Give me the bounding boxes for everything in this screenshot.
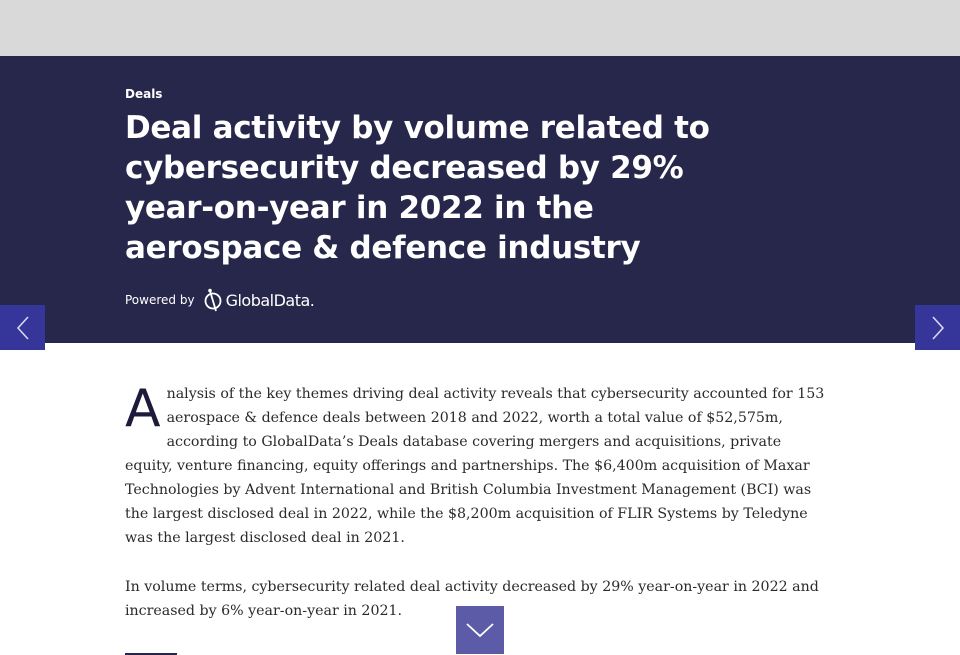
browser-top-bar: [0, 0, 960, 56]
powered-by-label: Powered by: [125, 293, 195, 307]
page-title: Deal activity by volume related to cybersecurity decreased by 29% year-on-year in 2022 in the aerospace & defence industry: [125, 110, 710, 266]
chevron-down-icon: [466, 622, 494, 638]
article-hero: [0, 56, 960, 343]
previous-article-button[interactable]: [0, 305, 45, 350]
globaldata-wordmark: GlobalData.: [225, 290, 315, 310]
globaldata-logo-icon: [203, 288, 223, 312]
chevron-right-icon: [931, 316, 945, 340]
scroll-down-button[interactable]: [456, 606, 504, 654]
chevron-left-icon: [16, 316, 30, 340]
paragraph-text: nalysis of the key themes driving deal activity reveals that cybersecurity accounted for 153 aerospace & defence deals between 2018 and 2022, worth a total value of $52,575m, according to GlobalData’s Deals database covering mergers and acquisitions, private equity, venture financing, equity offerings and partnerships. The $6,400m acquisition of Maxar Technologies by Advent International and British Columbia Investment Management (BCI) was the largest disclosed deal in 2022, while the $8,200m acquisition of FLIR Systems by Teledyne was the largest disclosed deal in 2021.: [125, 386, 825, 546]
article-paragraph: [125, 379, 830, 550]
powered-by: [125, 288, 314, 312]
next-article-button[interactable]: [915, 305, 960, 350]
article-paragraph: In volume terms, cybersecurity related deal activity decreased by 29% year-on-year in 2022 and increased by 6% year-on-year in 2021.: [125, 579, 819, 619]
globaldata-logo[interactable]: [203, 288, 315, 312]
drop-cap: A: [125, 379, 161, 439]
category-label[interactable]: Deals: [125, 87, 163, 101]
